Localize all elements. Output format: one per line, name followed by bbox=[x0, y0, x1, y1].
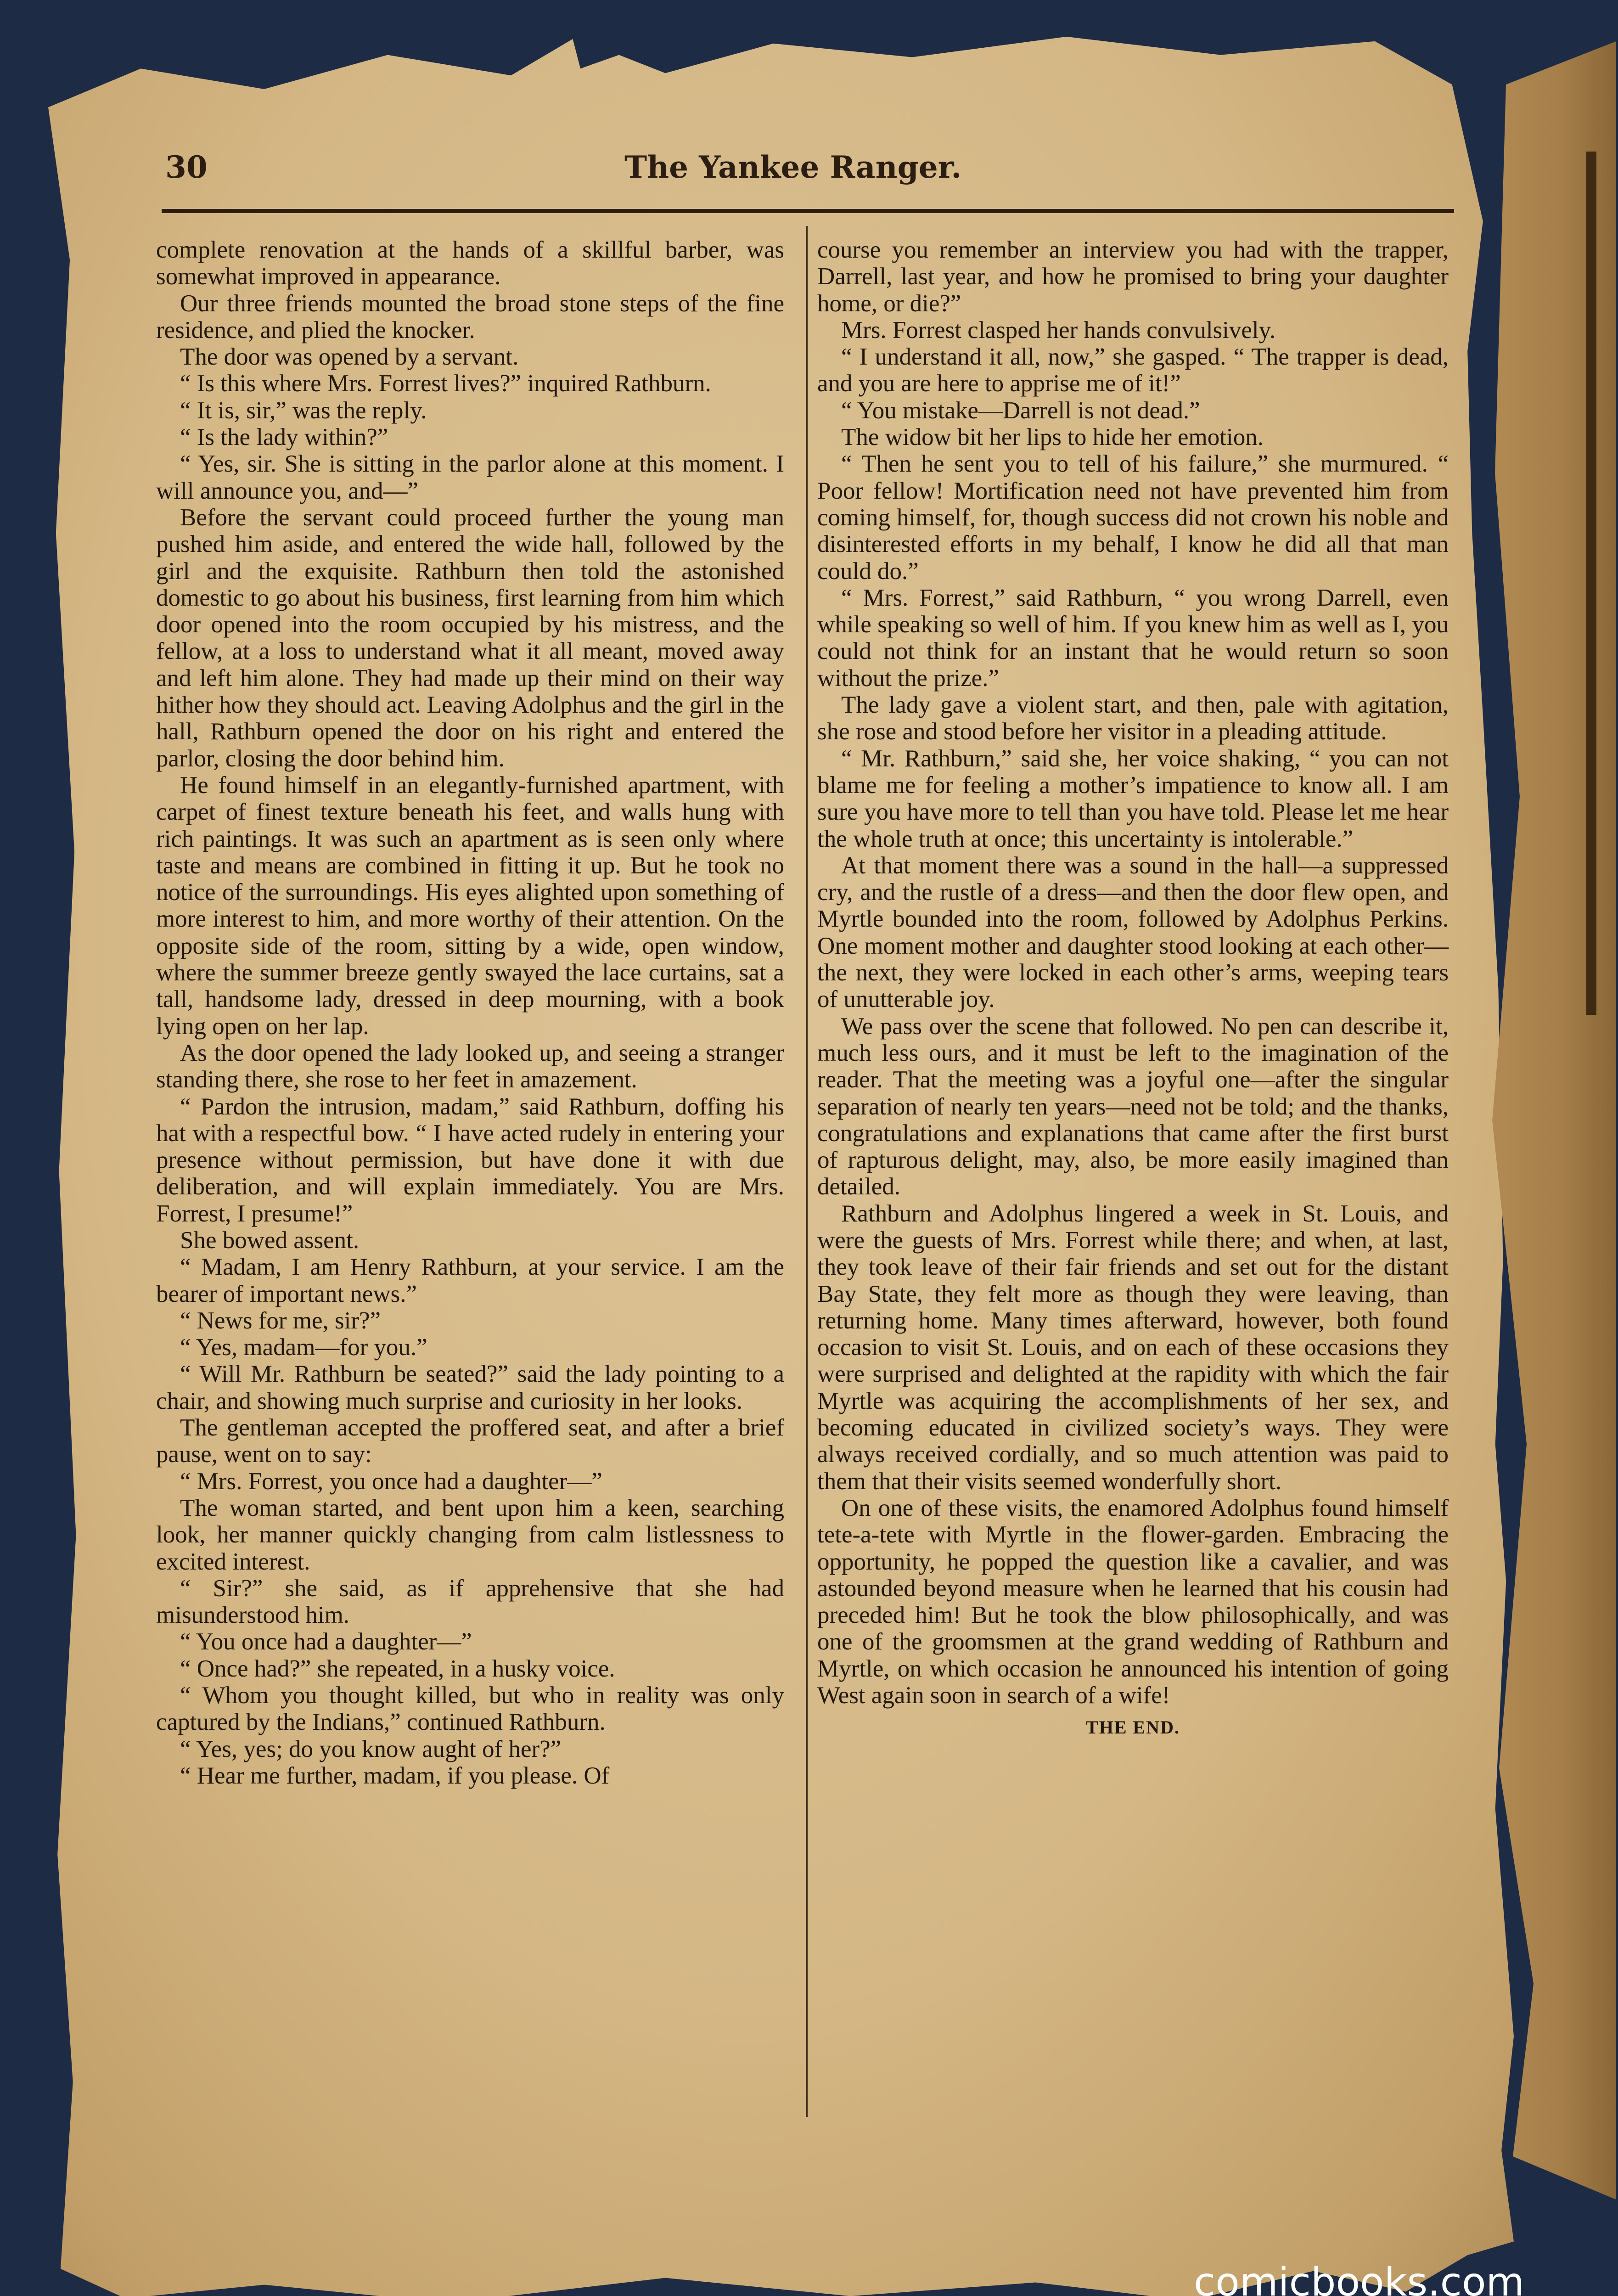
end-mark: THE END. bbox=[1086, 1717, 1180, 1738]
page-number: 30 bbox=[165, 149, 208, 185]
paragraph: course you remember an interview you had with the trapper, Darrell, last year, and how he promised to bring your daughter home, or die?” bbox=[817, 236, 1449, 317]
paragraph: “ You mistake—Darrell is not dead.” bbox=[841, 397, 1200, 424]
paragraph: The woman started, and bent upon him a keen, searching look, her manner quickly changing from calm listlessness to excited interest. bbox=[156, 1494, 784, 1575]
paragraph: “ Yes, sir. She is sitting in the parlor alone at this moment. I will announce you, and—” bbox=[156, 450, 784, 504]
paragraph: “ Will Mr. Rathburn be seated?” said the lady pointing to a chair, and showing much surprise and curiosity in her looks. bbox=[156, 1361, 784, 1414]
paragraph: “ Whom you thought killed, but who in reality was only captured by the Indians,” continued Rathburn. bbox=[156, 1682, 784, 1736]
paragraph: “ Yes, yes; do you know aught of her?” bbox=[180, 1735, 562, 1762]
paragraph: “ Then he sent you to tell of his failure,” she murmured. “ Poor fellow! Mortification need not have prevented him from coming himself, for, though success did not crown his noble and disinterested efforts in my behalf, I know he did all that man could do.” bbox=[817, 450, 1449, 585]
paragraph: “ Pardon the intrusion, madam,” said Rathburn, doffing his hat with a respectful bow. “ I have acted rudely in entering your presence without permission, but have done it with due deliberation, and will explain immediately. You are Mrs. Forrest, I presume!” bbox=[156, 1093, 784, 1227]
watermark-text: comicbooks.com bbox=[1194, 2259, 1525, 2296]
paragraph: “ Hear me further, madam, if you please. Of bbox=[180, 1762, 610, 1789]
paragraph: The gentleman accepted the proffered seat, and after a brief pause, went on to say: bbox=[156, 1414, 784, 1468]
paragraph: She bowed assent. bbox=[180, 1227, 360, 1254]
paragraph: “ Yes, madam—for you.” bbox=[180, 1334, 427, 1361]
paragraph: The widow bit her lips to hide her emotion. bbox=[841, 424, 1264, 451]
paragraph: Mrs. Forrest clasped her hands convulsively. bbox=[841, 316, 1275, 343]
paragraph: Before the servant could proceed further the young man pushed him aside, and entered the wide hall, followed by the girl and the exquisite. Rathburn then told the astonished domestic to go about his business, first learning from him which door opened into the room occupied by his mistress, and the fellow, at a loss to understand what it all meant, moved away and left him alone. They had made up their mind on their way hither how they should act. Leaving Adolphus and the girl in the hall, Rathburn opened the door on his right and entered the parlor, closing the door behind him. bbox=[156, 504, 784, 772]
paragraph: “ Mrs. Forrest, you once had a daughter—” bbox=[180, 1468, 602, 1495]
paragraph: As the door opened the lady looked up, and seeing a stranger standing there, she rose to her feet in amazement. bbox=[156, 1039, 784, 1093]
paragraph: “ Mr. Rathburn,” said she, her voice shaking, “ you can not blame me for feeling a mother’s impatience to know all. I am sure you have more to tell than you have told. Please let me hear the whole truth at once; this uncertainty is intolerable.” bbox=[817, 745, 1449, 852]
left-column bbox=[156, 236, 784, 1789]
paragraph: complete renovation at the hands of a skillful barber, was somewhat improved in appearance. bbox=[156, 236, 784, 290]
paragraph: “ You once had a daughter—” bbox=[180, 1628, 472, 1655]
paragraph: On one of these visits, the enamored Adolphus found himself tete-a-tete with Myrtle in the flower-garden. Embracing the opportunity, he popped the question like a cavalier, and was astounded beyond measure when he learned that his cousin had preceded him! But he took the blow philosophically, and was one of the groomsmen at the grand wedding of Rathburn and Myrtle, on which occasion he announced his intention of going West again soon in search of a wife! bbox=[817, 1494, 1449, 1709]
paragraph: He found himself in an elegantly-furnished apartment, with carpet of finest texture beneath his feet, and walls hung with rich paintings. It was such an apartment as is seen only where taste and means are combined in fitting it up. But he took no notice of the surroundings. His eyes alighted upon something of more interest to him, and more worthy of their attention. On the opposite side of the room, sitting by a wide, open window, where the summer breeze gently swayed the lace curtains, sat a tall, handsome lady, dressed in deep mourning, with a book lying open on her lap. bbox=[156, 771, 784, 1040]
paragraph: Rathburn and Adolphus lingered a week in St. Louis, and were the guests of Mrs. Forrest while there; and when, at last, they took leave of their fair friends and set out for the distant Bay State, they felt more as though they were leaving, than returning home. Many times afterward, however, both found occasion to visit St. Louis, and on each of these occasions they were surprised and delighted at the rapidity with which the fair Myrtle was acquiring the accomplishments of her sex, and becoming educated in civilized society’s ways. They were always received cordially, and so much attention was paid to them that their visits seemed wonderfully short. bbox=[817, 1200, 1449, 1495]
binding-spine bbox=[1586, 152, 1596, 1015]
paragraph: The door was opened by a servant. bbox=[180, 343, 519, 371]
paragraph: “ News for me, sir?” bbox=[180, 1307, 381, 1334]
running-title: The Yankee Ranger. bbox=[624, 149, 962, 185]
paragraph: “ I understand it all, now,” she gasped. “ The trapper is dead, and you are here to apprise me of it!” bbox=[817, 343, 1449, 397]
paragraph: “ Is this where Mrs. Forrest lives?” inquired Rathburn. bbox=[180, 370, 711, 397]
paragraph: “ It is, sir,” was the reply. bbox=[180, 397, 427, 424]
paragraph: “ Mrs. Forrest,” said Rathburn, “ you wrong Darrell, even while speaking so well of him. If you knew him as well as I, you could not think for an instant that he would return so soon without the prize.” bbox=[817, 584, 1449, 692]
paragraph: Our three friends mounted the broad stone steps of the fine residence, and plied the knocker. bbox=[156, 290, 784, 343]
right-column bbox=[817, 236, 1449, 1741]
header-rule bbox=[162, 209, 1454, 213]
column-divider bbox=[806, 226, 808, 2117]
paragraph: “ Once had?” she repeated, in a husky voice. bbox=[180, 1655, 615, 1682]
paragraph: The lady gave a violent start, and then, pale with agitation, she rose and stood before her visitor in a pleading attitude. bbox=[817, 692, 1449, 745]
paragraph: “ Is the lady within?” bbox=[180, 424, 388, 451]
paragraph: “ Madam, I am Henry Rathburn, at your service. I am the bearer of important news.” bbox=[156, 1254, 784, 1307]
paragraph: We pass over the scene that followed. No pen can describe it, much less ours, and it must be left to the imagination of the reader. That the meeting was a joyful one—after the singular separation of nearly ten years—need not be told; and the thanks, congratulations and explanations that came after the first burst of rapturous delight, may, also, be more easily imagined than detailed. bbox=[817, 1013, 1449, 1200]
paragraph: At that moment there was a sound in the hall—a suppressed cry, and the rustle of a dress—and then the door flew open, and Myrtle bounded into the room, followed by Adolphus Perkins. One moment mother and daughter stood looking at each other—the next, they were locked in each other’s arms, weeping tears of unutterable joy. bbox=[817, 852, 1449, 1013]
paragraph: “ Sir?” she said, as if apprehensive that she had misunderstood him. bbox=[156, 1575, 784, 1629]
